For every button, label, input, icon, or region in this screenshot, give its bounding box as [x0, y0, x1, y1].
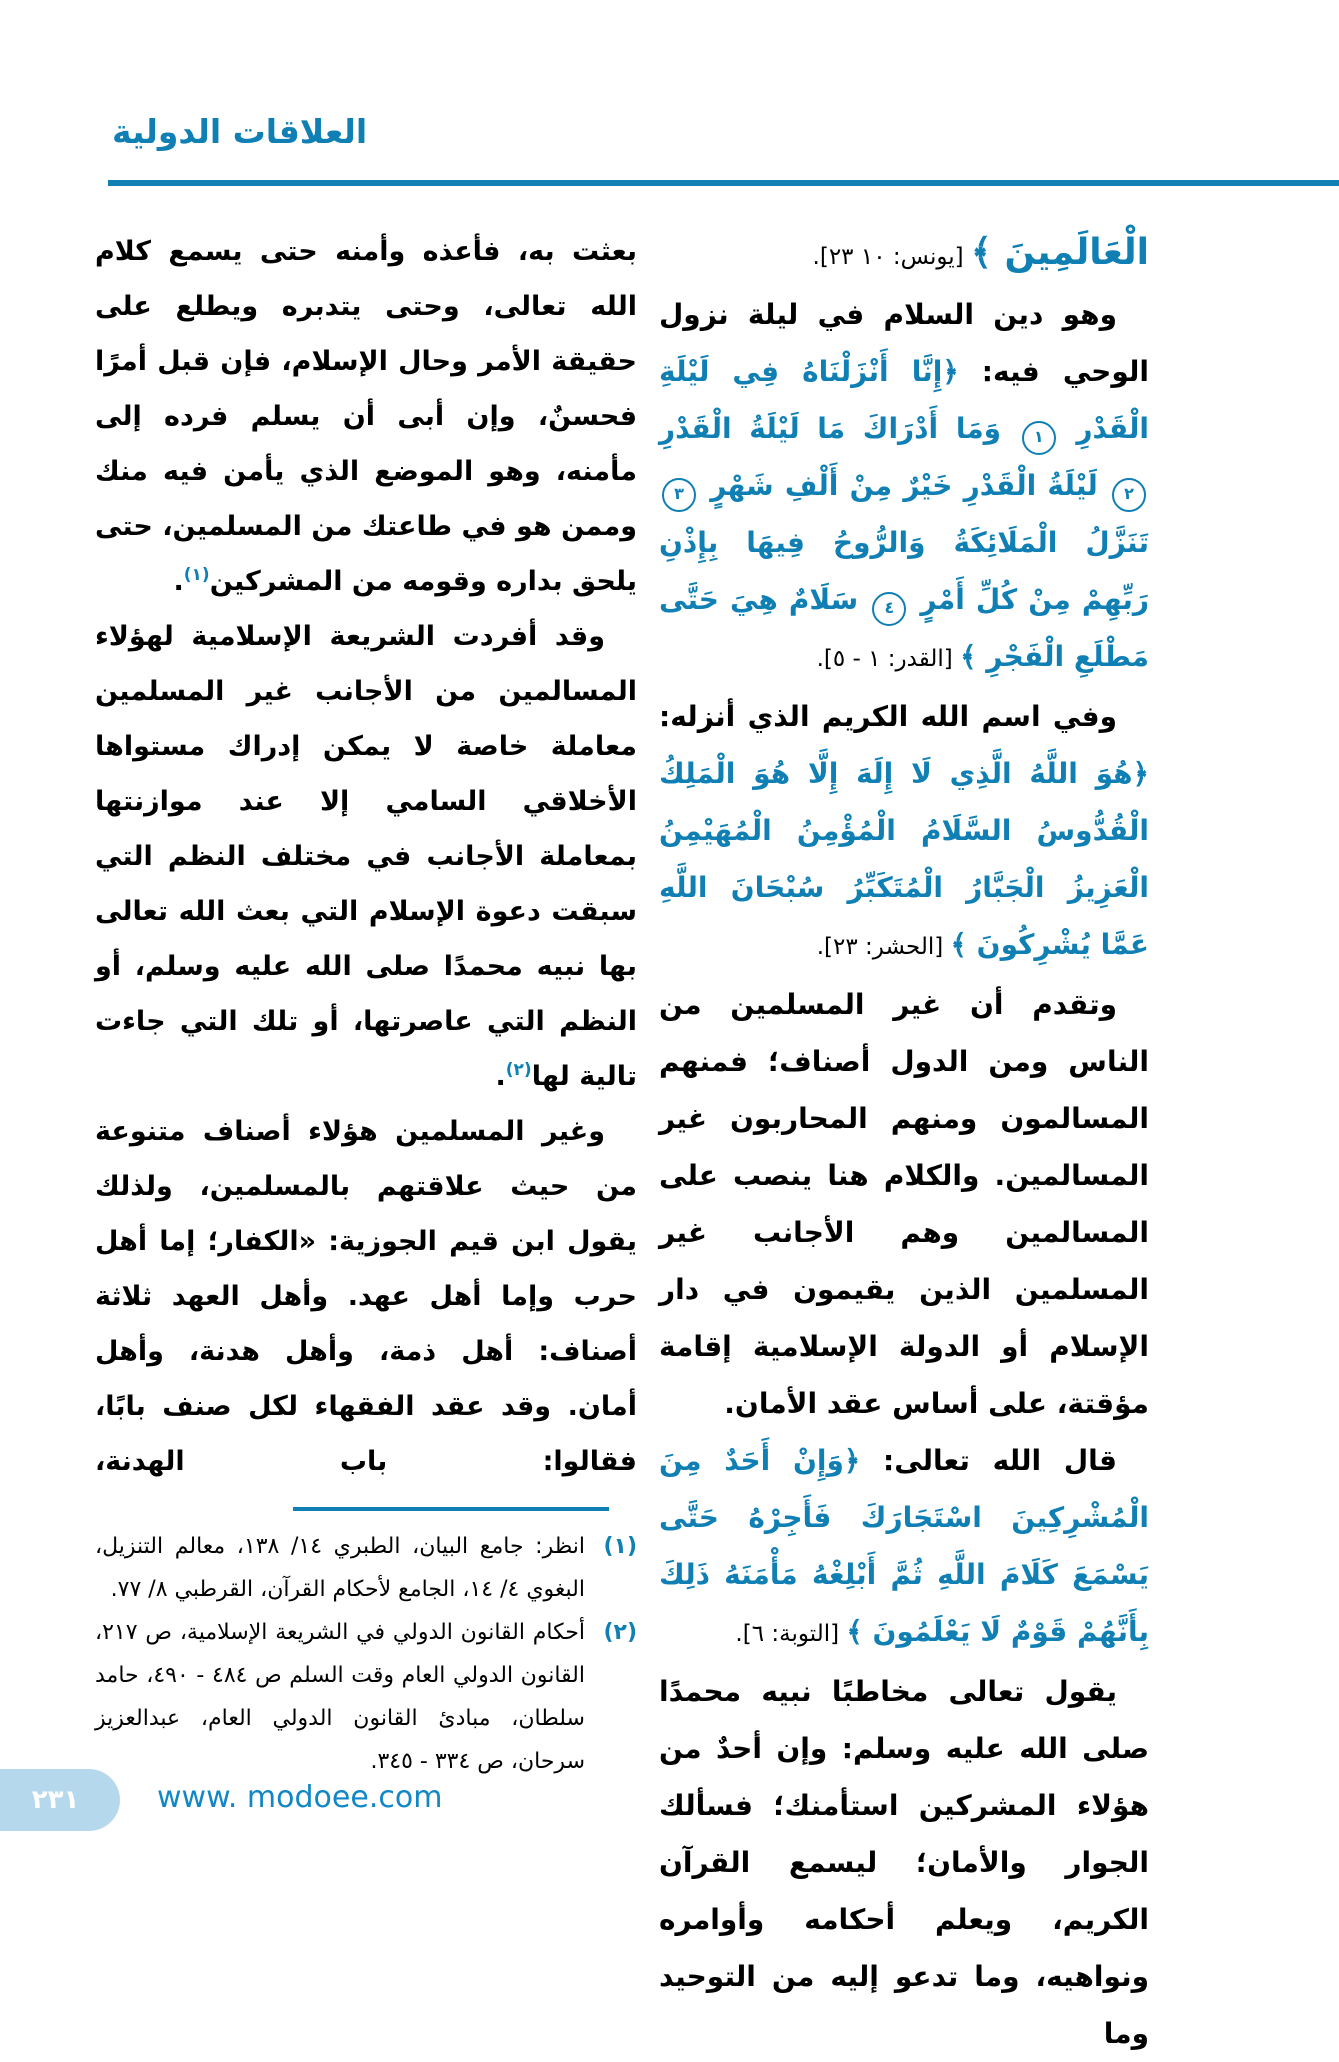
- body-text: وقد أفردت الشريعة الإسلامية لهؤلاء المسالمين من الأجانب غير المسلمين معاملة خاصة لا يمكن إدراك مستواها الأخلاقي السامي إلا عند موازنتها بمعاملة الأجانب في مختلف النظم التي سبقت دعوة الإسلام التي بعث الله تعالى بها نبيه محمدًا صلى الله عليه وسلم، أو النظم التي عاصرتها، أو تلك التي جاءت تالية لها: [95, 621, 637, 1092]
- footnotes-section: [95, 1507, 637, 1783]
- body-text: .: [495, 1061, 506, 1092]
- body-text: قال الله تعالى:: [860, 1444, 1117, 1477]
- body-text: وفي اسم الله الكريم الذي أنزله:: [659, 700, 1117, 733]
- paragraph-qala-allah: [659, 1432, 1149, 1663]
- quran-text-alamin: الْعَالَمِينَ ﴾: [970, 232, 1149, 273]
- footnote-ref-2: (٢): [505, 1060, 532, 1080]
- quran-surah-qadr: ﴿إِنَّا أَنْزَلْنَاهُ فِي لَيْلَةِ الْقَدْرِ: [659, 355, 1149, 445]
- citation-yunus: [يونس: ١٠ ٢٣].: [812, 244, 971, 270]
- closing-verse-line: [659, 224, 1149, 286]
- column-left: [95, 224, 637, 1783]
- footnote-2-text: أحكام القانون الدولي في الشريعة الإسلامية، ص ٢١٧، القانون الدولي العام وقت السلم ص ٤٨٤ - ٤٩٠، حامد سلطان، مبادئ القانون الدولي العام، عبدالعزيز سرحان، ص ٣٣٤ - ٣٤٥.: [95, 1620, 585, 1774]
- paragraph-tafsir: يقول تعالى مخاطبًا نبيه محمدًا صلى الله عليه وسلم: وإن أحدٌ من هؤلاء المشركين استأمنك؛ فسألك الجوار والأمان؛ ليسمع القرآن الكريم، ويعلم أحكامه وأوامره ونواهيه، وما تدعو إليه من التوحيد وما: [659, 1675, 1149, 2050]
- page-number-pill: [0, 1769, 120, 1831]
- citation-hashr: [الحشر: ٢٣].: [816, 934, 951, 960]
- paragraph-sharia-treatment: [95, 609, 637, 1104]
- quran-surah-qadr: سَلَامٌ هِيَ حَتَّى مَطْلَعِ الْفَجْرِ ﴾: [659, 583, 1149, 673]
- paragraph-categories: وتقدم أن غير المسلمين من الناس ومن الدول أصناف؛ فمنهم المسالمون ومنهم المحاربون غير المسالمين. والكلام هنا ينصب على المسالمين وهم الأجانب غير المسلمين الذين يقيمون في دار الإسلام أو الدولة الإسلامية إقامة مؤقتة، على أساس عقد الأمان.: [659, 988, 1149, 1420]
- quran-surah-qadr: وَمَا أَدْرَاكَ مَا لَيْلَةُ الْقَدْرِ: [659, 412, 1019, 445]
- paragraph-ibn-qayyim: وغير المسلمين هؤلاء أصناف متنوعة من حيث علاقتهم بالمسلمين، ولذلك يقول ابن قيم الجوزية: «الكفار؛ إما أهل حرب وإما أهل عهد. وأهل العهد ثلاثة أصناف: أهل ذمة، وأهل هدنة، وأهل أمان. وقد عقد الفقهاء لكل صنف بابًا، فقالوا: باب الهدنة،: [95, 1116, 637, 1477]
- column-right: [659, 224, 1149, 2062]
- footnote-ref-1: (١): [183, 565, 210, 585]
- footnote-1: [95, 1525, 637, 1611]
- body-text: .: [173, 566, 184, 597]
- footnote-1-text: انظر: جامع البيان، الطبري ١٤/ ١٣٨، معالم التنزيل، البغوي ٤/ ١٤، الجامع لأحكام القرآن، القرطبي ٨/ ٧٧.: [95, 1534, 586, 1602]
- header-rule: [108, 180, 1339, 186]
- website-text: www. modoee.com: [157, 1780, 443, 1815]
- page-number: ٢٣١: [31, 1785, 80, 1815]
- body-text: بعثت به، فأعذه وأمنه حتى يسمع كلام الله تعالى، وحتى يتدبره ويطلع على حقيقة الأمر وحال الإسلام، فإن قبل أمرًا فحسنٌ، وإن أبى أن يسلم فرده إلى مأمنه، وهو الموضع الذي يأمن فيه منك وممن هو في طاعتك من المسلمين، حتى يلحق بداره وقومه من المشركين: [95, 236, 637, 597]
- body-text: وهو دين السلام في ليلة نزول الوحي فيه:: [659, 298, 1149, 388]
- ayah-number-icon: ٤: [872, 592, 906, 626]
- paragraph-night-of-revelation: [659, 286, 1149, 688]
- paragraph-continuation: [95, 224, 637, 609]
- paragraph-divine-name: [659, 688, 1149, 976]
- page-title: العلاقات الدولية: [112, 112, 368, 151]
- footnote-divider: [293, 1507, 609, 1511]
- quran-surah-qadr: لَيْلَةُ الْقَدْرِ خَيْرٌ مِنْ أَلْفِ شَهْرٍ: [699, 469, 1109, 502]
- ayah-number-icon: ٣: [662, 478, 696, 512]
- footnote-2: [95, 1611, 637, 1783]
- quran-surah-qadr: تَنَزَّلُ الْمَلَائِكَةُ وَالرُّوحُ فِيهَا بِإِذْنِ رَبِّهِمْ مِنْ كُلِّ أَمْرٍ: [659, 526, 1149, 616]
- footnote-1-number: (١): [603, 1534, 637, 1559]
- quran-surah-tawba: ﴿وَإِنْ أَحَدٌ مِنَ الْمُشْرِكِينَ اسْتَجَارَكَ فَأَجِرْهُ حَتَّى يَسْمَعَ كَلَامَ اللَّهِ ثُمَّ أَبْلِغْهُ مَأْمَنَهُ ذَلِكَ بِأَنَّهُمْ قَوْمٌ لَا يَعْلَمُونَ ﴾: [659, 1444, 1149, 1648]
- ayah-number-icon: ٢: [1112, 478, 1146, 512]
- footnote-2-number: (٢): [603, 1620, 637, 1645]
- citation-qadr: [القدر: ١ - ٥].: [816, 646, 961, 672]
- citation-tawba: [التوبة: ٦].: [735, 1621, 847, 1647]
- ayah-number-icon: ١: [1022, 421, 1056, 455]
- quran-surah-hashr: ﴿هُوَ اللَّهُ الَّذِي لَا إِلَهَ إِلَّا هُوَ الْمَلِكُ الْقُدُّوسُ السَّلَامُ الْمُؤْمِنُ الْمُهَيْمِنُ الْعَزِيزُ الْجَبَّارُ الْمُتَكَبِّرُ سُبْحَانَ اللَّهِ عَمَّا يُشْرِكُونَ ﴾: [659, 757, 1149, 961]
